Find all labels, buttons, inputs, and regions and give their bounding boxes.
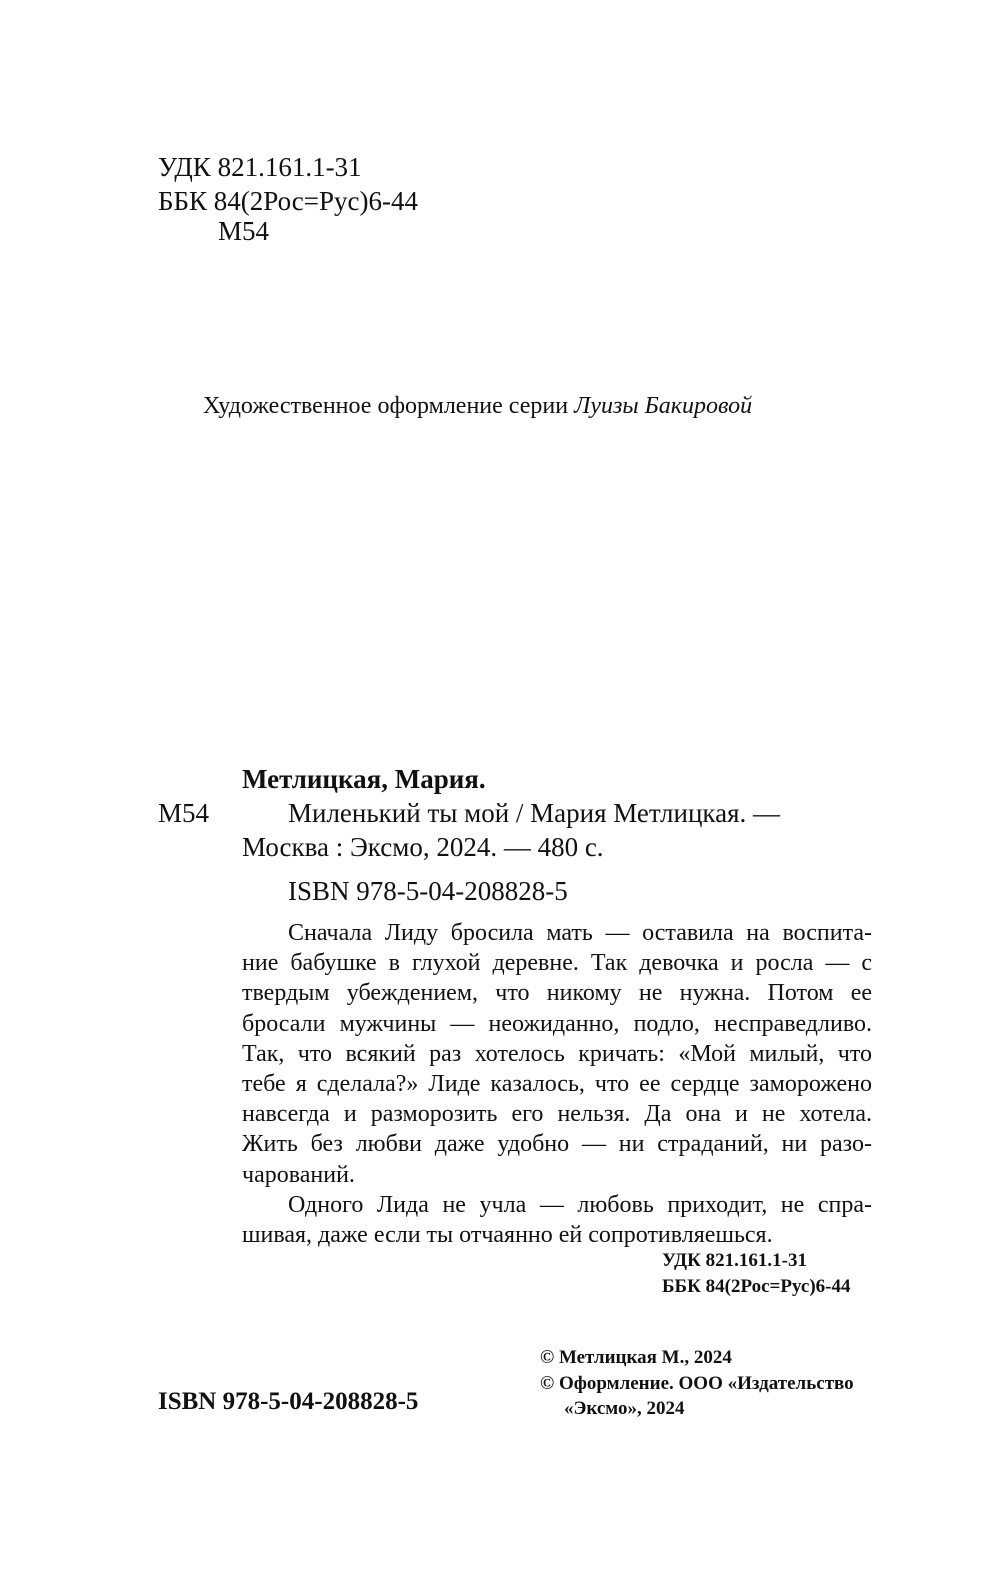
annotation-line: Жить без любви даже удобно — ни страданий, ни разо- [242,1131,872,1158]
annotation-line: Одного Лида не учла — любовь приходит, не спра- [288,1191,872,1218]
record-imprint: Москва : Эксмо, 2024. — 480 с. [242,832,604,862]
annotation-line: тебе я сделала?» Лиде казалось, что ее сердце заморожено [242,1071,872,1098]
design-credit-artist: Луизы Бакировой [574,393,753,419]
record-isbn: ISBN 978-5-04-208828-5 [288,876,568,906]
record-author: Метлицкая, Мария. [242,764,486,794]
annotation-line: твердым убеждением, что никому не нужна. Потом ее [242,980,872,1007]
udk-code-small: УДК 821.161.1-31 [662,1250,807,1271]
copyright-design-cont: «Эксмо», 2024 [564,1398,685,1419]
author-mark: М54 [218,216,270,246]
annotation-line: ние бабушке в глухой деревне. Так девочка и росла — с [242,950,872,977]
annotation [242,918,872,1250]
isbn-main: ISBN 978-5-04-208828-5 [158,1388,419,1415]
record-mark: М54 [158,798,210,828]
annotation-line: бросали мужчины — неожиданно, подло, несправедливо. [242,1010,872,1037]
design-credit-prefix: Художественное оформление серии [203,393,575,419]
annotation-line: Так, что всякий раз хотелось кричать: «Мой милый, что [242,1040,872,1067]
udk-code: УДК 821.161.1-31 [158,152,362,182]
annotation-line: шивая, даже если ты отчаянно ей сопротивляешься. [242,1222,773,1249]
design-credit [203,391,752,421]
annotation-line: навсегда и разморозить его нельзя. Да она и не хотела. [242,1101,872,1128]
bbk-code: ББК 84(2Рос=Рус)6-44 [158,186,418,216]
copyright-author: © Метлицкая М., 2024 [540,1347,732,1368]
annotation-line: чарований. [242,1161,355,1188]
bbk-code-small: ББК 84(2Рос=Рус)6-44 [662,1276,851,1297]
copyright-design: © Оформление. ООО «Издательство [540,1373,854,1394]
record-title: Миленький ты мой / Мария Метлицкая. — [288,798,781,828]
annotation-line: Сначала Лиду бросила мать — оставила на воспита- [288,920,872,946]
